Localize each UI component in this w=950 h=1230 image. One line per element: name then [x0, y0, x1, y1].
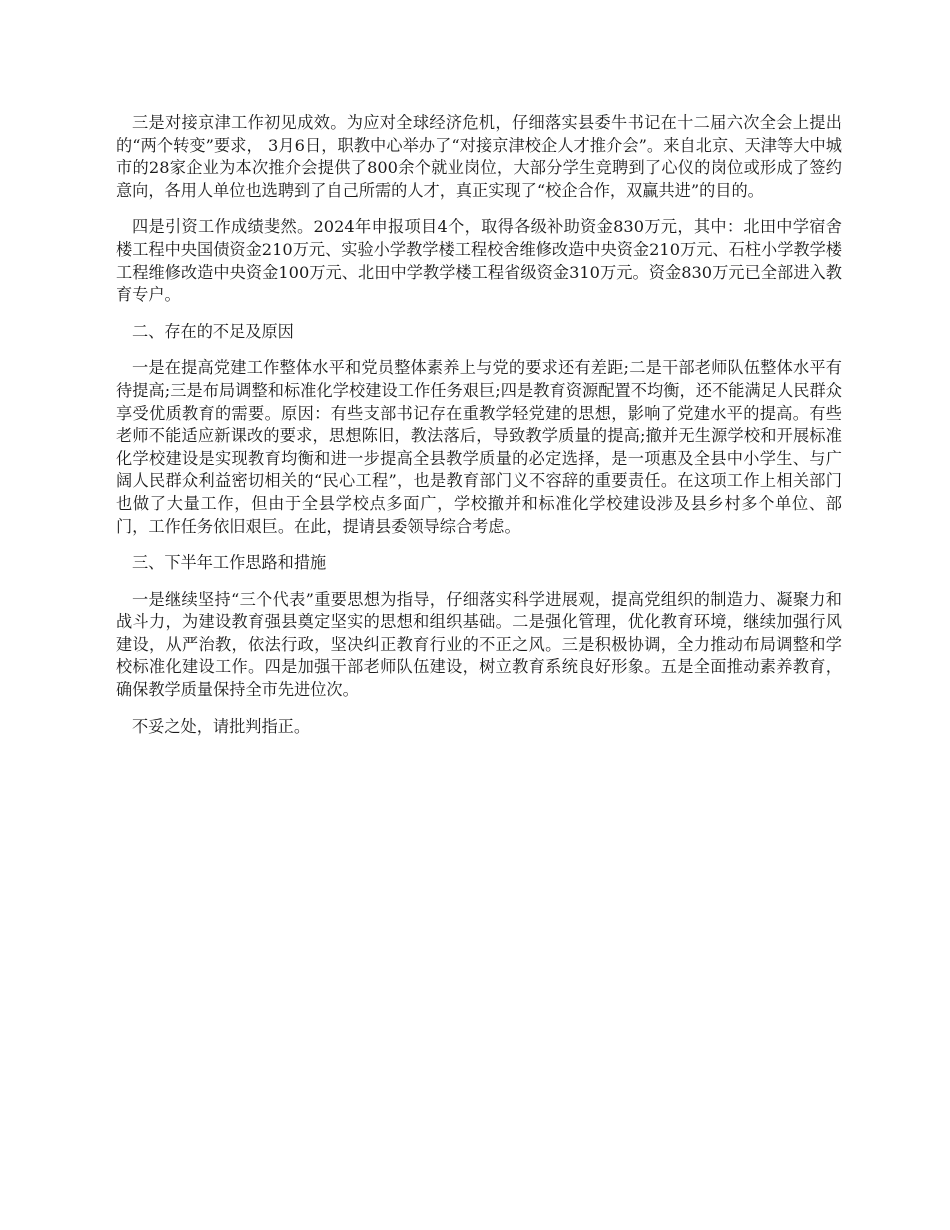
document-body: [116, 112, 842, 752]
paragraph-investment-results: 四是引资工作成绩斐然。2024年申报项目4个，取得各级补助资金830万元，其中：北田中学宿舍楼工程中央国债资金210万元、实验小学教学楼工程校舍维修改造中央资金210万元、石柱小学教学楼工程维修改造中央资金100万元、北田中学教学楼工程省级资金310万元。资金830万元已全部进入教育专户。: [116, 217, 842, 305]
section-heading-shortcomings: 二、存在的不足及原因: [132, 321, 294, 341]
paragraph-shortcomings-reasons: 一是在提高党建工作整体水平和党员整体素养上与党的要求还有差距;二是干部老师队伍整体水平有待提高;三是布局调整和标准化学校建设工作任务艰巨;四是教育资源配置不均衡，还不能满足人民群众享受优质教育的需要。原因：有些支部书记存在重教学轻党建的思想，影响了党建水平的提高。有些老师不能适应新课改的要求，思想陈旧，教法落后，导致教学质量的提高;撤并无生源学校和开展标准化学校建设是实现教育均衡和进一步提高全县教学质量的必定选择，是一项惠及全县中小学生、与广阔人民群众利益密切相关的“民心工程”，也是教育部门义不容辞的重要责任。在这项工作上相关部门也做了大量工作，但由于全县学校点多面广，学校撤并和标准化学校建设涉及县乡村多个单位、部门，工作任务依旧艰巨。在此，提请县委领导综合考虑。: [116, 358, 842, 536]
paragraph-beijing-tianjin-docking: 三是对接京津工作初见成效。为应对全球经济危机，仔细落实县委牛书记在十二届六次全会上提出的“两个转变”要求， 3月6日，职教中心举办了“对接京津校企人才推介会”。来自北京、天津等大中城市的28家企业为本次推介会提供了800余个就业岗位，大部分学生竞聘到了心仪的岗位或形成了签约意向，各用人单位也选聘到了自己所需的人才，真正实现了“校企合作，双赢共进”的目的。: [116, 113, 842, 200]
paragraph-measures: 一是继续坚持“三个代表”重要思想为指导，仔细落实科学进展观，提高党组织的制造力、凝聚力和战斗力，为建设教育强县奠定坚实的思想和组织基础。二是强化管理，优化教育环境，继续加强行风建设，从严治教，依法行政，坚决纠正教育行业的不正之风。三是积极协调，全力推动布局调整和学校标准化建设工作。四是加强干部老师队伍建设，树立教育系统良好形象。五是全面推动素养教育，确保教学质量保持全市先进位次。: [116, 589, 842, 700]
paragraph-closing: 不妥之处，请批判指正。: [132, 716, 311, 736]
section-heading-next-half-year: 三、下半年工作思路和措施: [132, 553, 327, 573]
